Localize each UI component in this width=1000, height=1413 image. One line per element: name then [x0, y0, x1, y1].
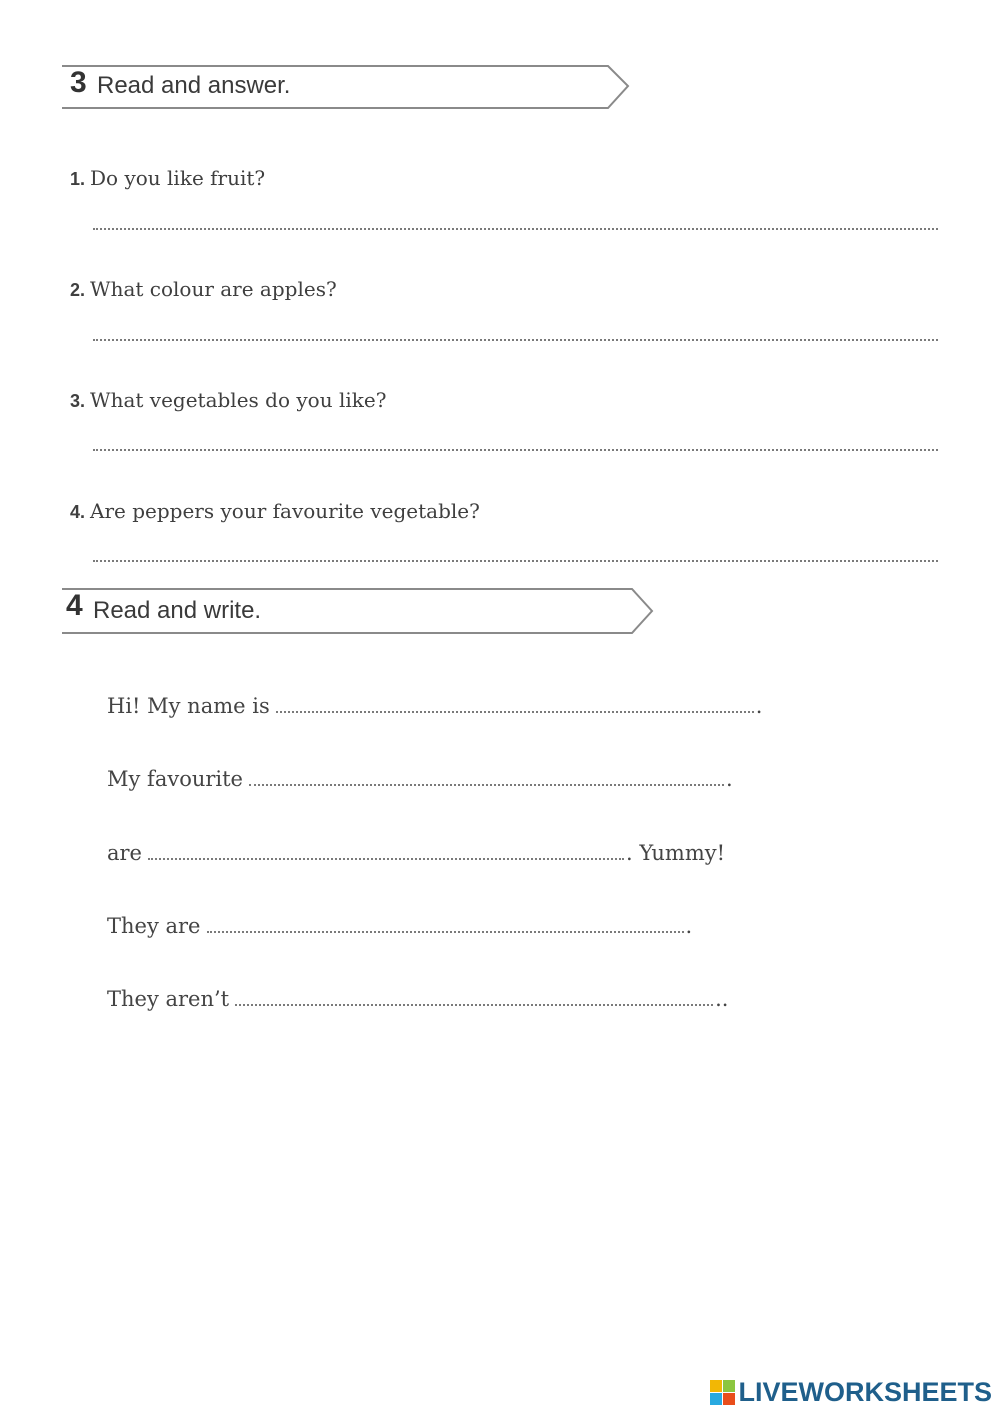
- line-prefix: My favourite: [107, 767, 243, 791]
- line-suffix: .: [685, 914, 693, 938]
- write-blank[interactable]: [235, 1004, 713, 1006]
- section-4-header: [62, 587, 657, 633]
- question-number: 2.: [70, 280, 86, 300]
- brand-name: LIVEWORKSHEETS: [738, 1376, 992, 1407]
- line-suffix: .: [726, 767, 733, 791]
- write-blank[interactable]: [148, 858, 624, 860]
- answer-line-4[interactable]: [93, 560, 938, 562]
- write-blank[interactable]: [276, 711, 754, 713]
- section-title: Read and write.: [93, 597, 262, 624]
- line-suffix: ..: [715, 987, 729, 1011]
- section-number: 4: [66, 589, 83, 622]
- question-2: [70, 277, 337, 301]
- write-blank[interactable]: [207, 931, 684, 933]
- line-prefix: Hi! My name is: [107, 694, 270, 718]
- write-line-2: [107, 767, 733, 791]
- line-suffix: . Yummy!: [626, 841, 726, 865]
- logo-block: [710, 1393, 722, 1405]
- write-line-3: [107, 841, 725, 865]
- logo-block: [710, 1380, 722, 1392]
- section-number: 3: [70, 66, 87, 99]
- logo-block: [723, 1393, 735, 1405]
- question-text: Do you like fruit?: [90, 166, 266, 190]
- answer-line-3[interactable]: [93, 449, 938, 451]
- write-line-5: [107, 987, 728, 1011]
- question-text: What vegetables do you like?: [90, 388, 387, 412]
- line-prefix: They aren’t: [107, 987, 230, 1011]
- question-1: [70, 166, 265, 190]
- answer-line-2[interactable]: [93, 339, 938, 341]
- question-number: 3.: [70, 391, 86, 411]
- question-3: [70, 388, 386, 412]
- logo-block: [723, 1380, 735, 1392]
- question-number: 4.: [70, 502, 86, 522]
- write-blank[interactable]: [249, 784, 724, 786]
- line-suffix: .: [755, 694, 763, 718]
- question-4: [70, 499, 480, 523]
- logo-icon: [710, 1380, 735, 1405]
- liveworksheets-logo[interactable]: [710, 1377, 992, 1407]
- question-text: What colour are apples?: [90, 277, 337, 301]
- write-line-1: [107, 694, 762, 718]
- section-title: Read and answer.: [97, 72, 291, 99]
- line-prefix: are: [107, 841, 142, 865]
- line-prefix: They are: [107, 914, 201, 938]
- answer-line-1[interactable]: [93, 228, 938, 230]
- section-3-header: [62, 64, 634, 110]
- question-text: Are peppers your favourite vegetable?: [90, 499, 480, 523]
- write-line-4: [107, 914, 692, 938]
- question-number: 1.: [70, 169, 86, 189]
